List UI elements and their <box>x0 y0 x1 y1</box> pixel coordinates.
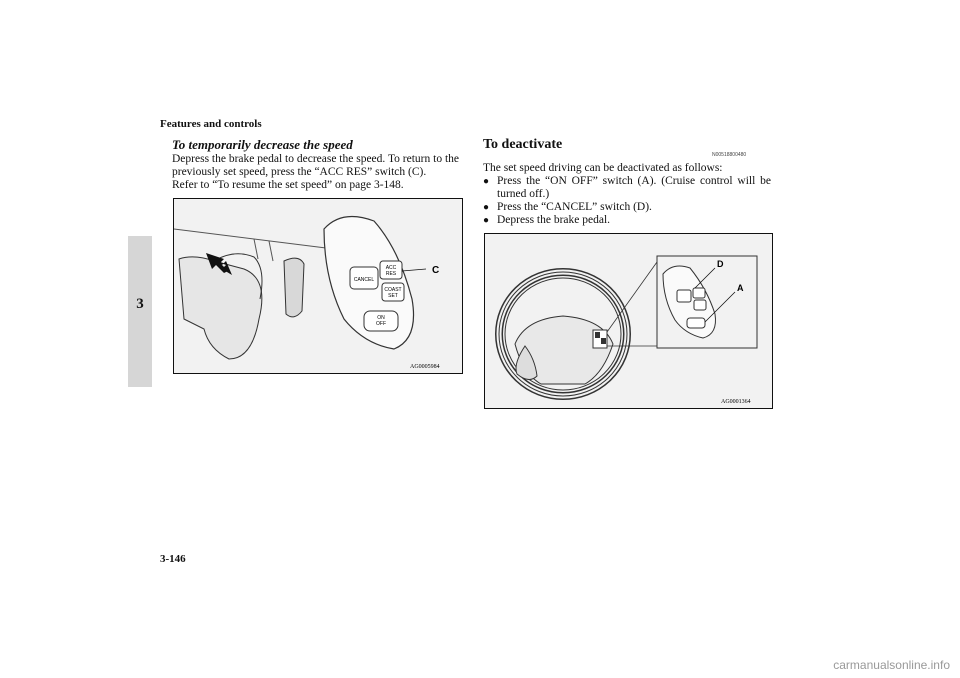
doc-code: N00518800480 <box>712 152 747 158</box>
cancel-label: CANCEL <box>353 277 375 283</box>
right-intro: The set speed driving can be deactivated as follows: <box>483 162 723 174</box>
bullet-item-3: ● Depress the brake pedal. <box>483 214 611 226</box>
left-figure <box>173 198 463 374</box>
res-label: RES <box>385 271 397 277</box>
right-figure-code: AG0001364 <box>721 399 751 405</box>
left-line-2: previously set speed, press the “ACC RES” switch (C). <box>172 166 427 178</box>
left-paragraph <box>172 153 459 192</box>
callout-d: D <box>717 259 724 269</box>
bullet-icon: ● <box>483 215 490 226</box>
callout-a: A <box>737 283 744 293</box>
coast-label: COAST <box>384 287 402 293</box>
steering-switch-illustration <box>174 199 462 373</box>
bullet-item-2: ● Press the “CANCEL” switch (D). <box>483 201 652 213</box>
left-figure-code: AG0005984 <box>410 364 440 370</box>
page-number: 3-146 <box>160 553 186 565</box>
section-header: Features and controls <box>160 118 262 130</box>
acc-label: ACC <box>385 265 397 271</box>
left-heading: To temporarily decrease the speed <box>172 137 353 152</box>
right-paragraph <box>483 162 771 227</box>
bullet-item-1: ● Press the “ON OFF” switch (A). (Cruise control will be turned off.) <box>483 175 771 200</box>
bullet-icon: ● <box>483 202 490 213</box>
off-label: OFF <box>376 321 386 327</box>
on-label: ON <box>377 315 385 321</box>
bullet-icon: ● <box>483 176 490 187</box>
callout-c: C <box>432 265 440 276</box>
watermark: carmanualsonline.info <box>833 658 950 672</box>
steering-wheel-illustration <box>485 234 772 408</box>
left-line-1: Depress the brake pedal to decrease the speed. To return to the <box>172 153 460 165</box>
left-line-3: Refer to “To resume the set speed” on page 3-148. <box>172 179 404 191</box>
right-heading: To deactivate <box>483 137 563 152</box>
chapter-number: 3 <box>136 296 144 312</box>
right-figure <box>484 233 773 409</box>
set-label: SET <box>388 293 398 299</box>
